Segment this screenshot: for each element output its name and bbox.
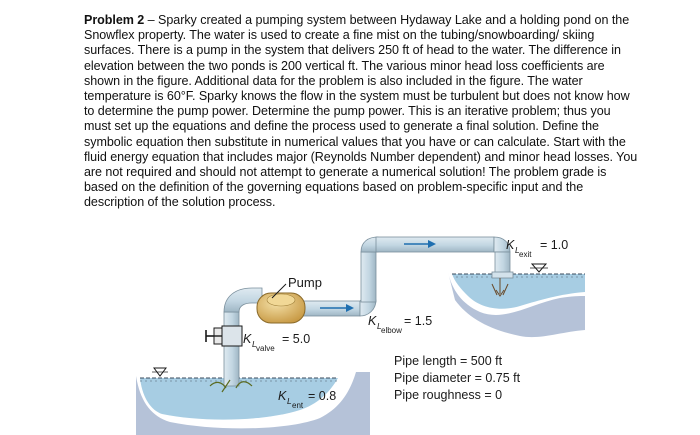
upper-water-level-triangle bbox=[530, 264, 548, 272]
valve bbox=[206, 326, 242, 346]
k-exit-l: L bbox=[515, 245, 520, 255]
k-elbow-symbol: K bbox=[368, 314, 377, 328]
k-ent-subscript: ent bbox=[292, 401, 304, 410]
k-exit-value: = 1.0 bbox=[540, 238, 569, 252]
pipe-roughness: Pipe roughness = 0 bbox=[394, 388, 503, 402]
lower-water-level-triangle bbox=[152, 368, 168, 376]
pipe-data bbox=[394, 354, 521, 402]
k-valve-symbol: K bbox=[243, 332, 252, 346]
pipe-length: Pipe length = 500 ft bbox=[394, 354, 503, 368]
upper-pond bbox=[448, 272, 585, 337]
k-valve-value: = 5.0 bbox=[282, 332, 311, 346]
lower-lake bbox=[136, 372, 370, 435]
k-elbow-label bbox=[368, 314, 432, 335]
pump bbox=[257, 293, 305, 323]
k-elbow-subscript: elbow bbox=[381, 326, 402, 335]
k-valve-label bbox=[243, 332, 310, 353]
k-ent-l: L bbox=[287, 396, 292, 406]
k-elbow-value: = 1.5 bbox=[404, 314, 433, 328]
k-valve-subscript: valve bbox=[256, 344, 275, 353]
k-exit-subscript: exit bbox=[519, 250, 532, 259]
k-exit-label bbox=[506, 238, 568, 259]
k-ent-symbol: K bbox=[278, 389, 287, 403]
k-valve-l: L bbox=[252, 339, 257, 349]
k-exit-symbol: K bbox=[506, 238, 515, 252]
k-elbow-l: L bbox=[377, 321, 382, 331]
problem-text: Sparky created a pumping system between Hydaway Lake and a holding pond on the Snowflex property. The water is used to create a fine mist on the tubing/snowboarding/ skiing surfaces. There is a pump in the system that delivers 250 ft of head to the water. The difference in elevation between the two ponds is 200 vertical ft. The various minor head loss coefficients are shown in the figure. Additional data for the problem is also included in the figure. The water temperature is 60°F. Sparky knows the flow in the system must be turbulent but does not know how to determine the pump power. Determine the pump power. This is an iterative problem; thus you must set up the equations and define the process used to generate a final solution. Define the symbolic equation then substitute in numerical values that you have or can calculate. Start with the fluid energy equation that includes major (Reynolds Number dependent) and minor head losses. You are not required and should not attempt to generate a numerical solution! The problem grade is based on the definition of the governing equations based on problem-specific input and the description of the solution process. bbox=[84, 13, 638, 210]
problem-label: Problem 2 bbox=[84, 13, 145, 27]
problem-dash: – bbox=[144, 13, 159, 27]
k-ent-value: = 0.8 bbox=[308, 389, 337, 403]
pump-label: Pump bbox=[288, 275, 322, 290]
pipe-diameter: Pipe diameter = 0.75 ft bbox=[394, 371, 521, 385]
